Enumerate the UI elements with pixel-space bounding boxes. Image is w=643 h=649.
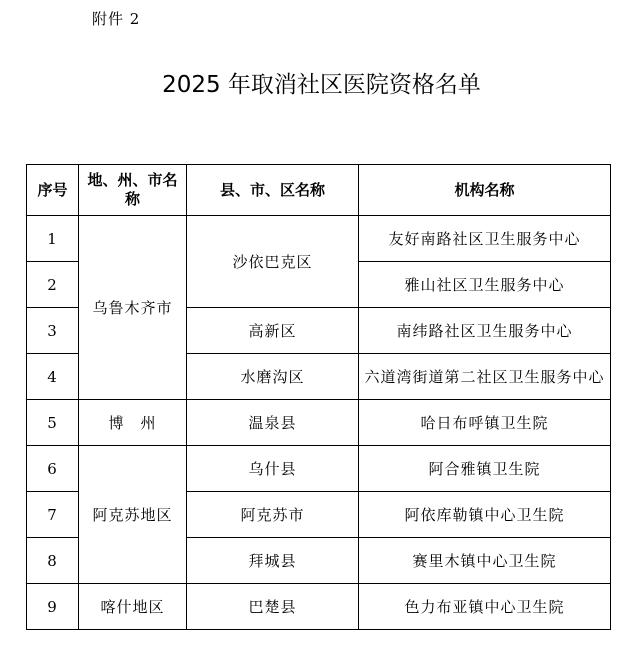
- table-header-row: [27, 165, 611, 216]
- document-title: 2025 年取消社区医院资格名单: [162, 72, 481, 98]
- county-cell: 高新区: [187, 308, 359, 354]
- header-institution: 机构名称: [359, 165, 611, 216]
- region-cell: 阿克苏地区: [79, 446, 187, 584]
- community-hospital-table: [26, 164, 611, 630]
- seq-cell: 2: [27, 262, 79, 308]
- header-county: 县、市、区名称: [187, 165, 359, 216]
- header-region: 地、州、市名称: [79, 165, 187, 216]
- region-cell: 喀什地区: [79, 584, 187, 630]
- table-row: [27, 446, 611, 492]
- region-cell: 乌鲁木齐市: [79, 216, 187, 400]
- table-row: [27, 216, 611, 262]
- seq-cell: 6: [27, 446, 79, 492]
- table-row: [27, 584, 611, 630]
- institution-cell: 友好南路社区卫生服务中心: [359, 216, 611, 262]
- institution-cell: 六道湾街道第二社区卫生服务中心: [359, 354, 611, 400]
- institution-cell: 阿依库勒镇中心卫生院: [359, 492, 611, 538]
- county-cell: 拜城县: [187, 538, 359, 584]
- institution-cell: 雅山社区卫生服务中心: [359, 262, 611, 308]
- county-cell: 水磨沟区: [187, 354, 359, 400]
- institution-cell: 阿合雅镇卫生院: [359, 446, 611, 492]
- table-row: [27, 400, 611, 446]
- seq-cell: 3: [27, 308, 79, 354]
- header-seq: 序号: [27, 165, 79, 216]
- seq-cell: 7: [27, 492, 79, 538]
- institution-cell: 哈日布呼镇卫生院: [359, 400, 611, 446]
- region-cell: 博 州: [79, 400, 187, 446]
- seq-cell: 4: [27, 354, 79, 400]
- seq-cell: 9: [27, 584, 79, 630]
- seq-cell: 8: [27, 538, 79, 584]
- institution-cell: 赛里木镇中心卫生院: [359, 538, 611, 584]
- county-cell: 沙依巴克区: [187, 216, 359, 308]
- county-cell: 阿克苏市: [187, 492, 359, 538]
- county-cell: 乌什县: [187, 446, 359, 492]
- institution-cell: 色力布亚镇中心卫生院: [359, 584, 611, 630]
- institution-cell: 南纬路社区卫生服务中心: [359, 308, 611, 354]
- seq-cell: 5: [27, 400, 79, 446]
- seq-cell: 1: [27, 216, 79, 262]
- attachment-label: 附件 2: [92, 10, 141, 28]
- county-cell: 温泉县: [187, 400, 359, 446]
- county-cell: 巴楚县: [187, 584, 359, 630]
